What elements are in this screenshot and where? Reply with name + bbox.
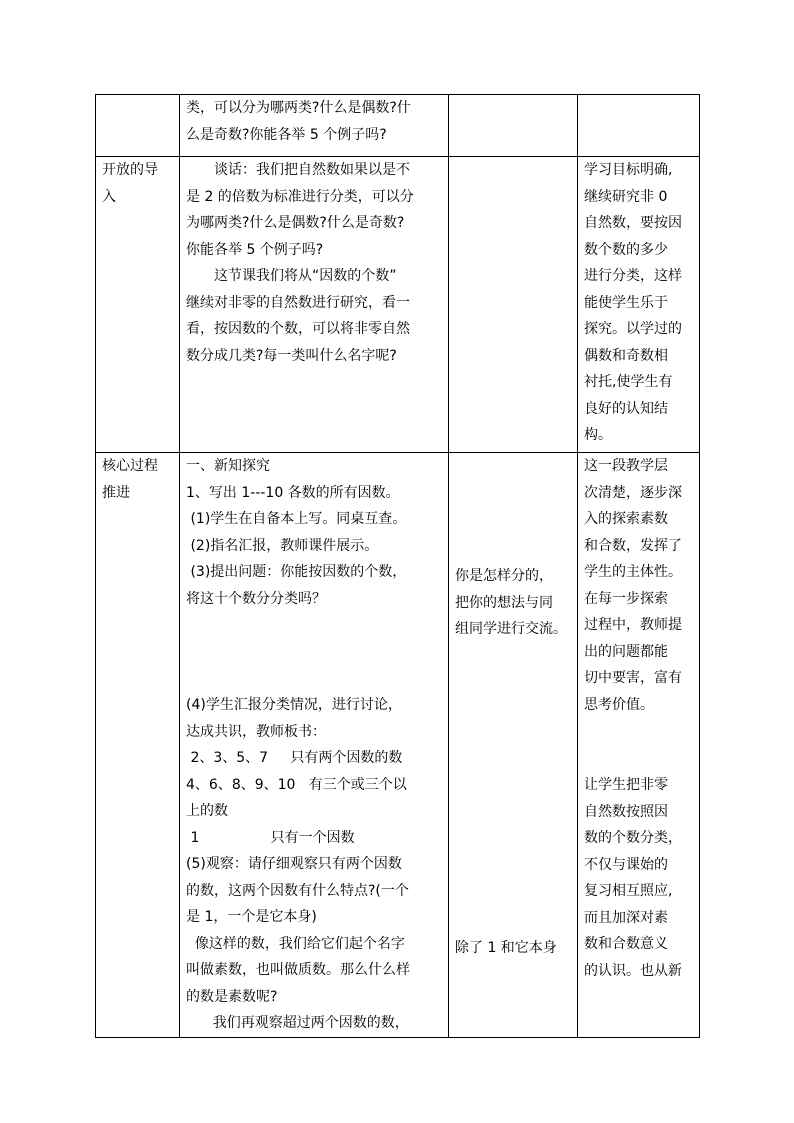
student-activity-cell-intro (449, 157, 578, 453)
text-line: 为哪两类?什么是偶数?什么是奇数? (186, 215, 405, 231)
text-line: 是 2 的倍数为标准进行分类，可以分 (186, 188, 414, 205)
text-line: 衬托,使学生有 (584, 374, 673, 390)
table-row-intro (96, 157, 700, 453)
stage-label: 核心过程 (102, 458, 158, 474)
lesson-plan-table (95, 94, 700, 1038)
text-line: 类，可以分为哪两类?什么是偶数?什 (186, 100, 411, 116)
text-line: 么是奇数?你能各举 5 个例子吗? (186, 126, 387, 143)
text-line: 继续研究非 0 (584, 188, 668, 205)
teacher-activity-cell (180, 95, 449, 157)
text-line: 一、新知探究 (186, 458, 270, 474)
stage-label: 入 (102, 188, 116, 205)
text-line: 的数是素数呢? (186, 988, 278, 1005)
text-line: (1)学生在自备本上写。同桌互查。 (186, 511, 407, 527)
text-line: (3)提出问题：你能按因数的个数， (186, 564, 407, 580)
text-line: 次清楚，逐步深 (584, 484, 682, 501)
stage-cell-intro (96, 157, 180, 453)
text-line: 构。 (584, 427, 612, 443)
text-line: 叫做素数，也叫做质数。那么什么样 (186, 962, 410, 978)
student-activity-cell-empty (449, 95, 578, 157)
text-line: 在每一步探索 (584, 590, 668, 607)
text-line: 不仅与课始的 (584, 856, 668, 873)
text-line: 我们再观察超过两个因数的数， (186, 1015, 409, 1031)
design-intent-cell-core (578, 453, 700, 1038)
text-line: 组同学进行交流。 (455, 621, 567, 637)
text-line: 数的个数分类， (584, 830, 682, 846)
text-line: 数个数的多少 (584, 241, 668, 258)
text-line: 数分成几类?每一类叫什么名字呢? (186, 347, 397, 364)
table-row-continuation (96, 95, 700, 157)
text-line: (2)指名汇报，教师课件展示。 (186, 537, 379, 554)
text-line: 这节课我们将从“因数的个数” (214, 268, 397, 284)
stage-cell-core (96, 453, 180, 1038)
text-line: 学习目标明确, (584, 162, 673, 178)
text-line: 自然数按照因 (584, 803, 668, 820)
text-line: 进行分类，这样 (584, 268, 682, 284)
blank-space (455, 453, 571, 563)
text-line: 像这样的数，我们给它们起个名字 (186, 935, 405, 952)
text-line: 思考价值。 (584, 696, 654, 713)
text-line: 让学生把非零 (584, 777, 668, 793)
stage-label: 开放的导 (102, 162, 158, 178)
teacher-activity-cell-intro (180, 157, 449, 453)
student-activity-cell-core (449, 453, 578, 1038)
text-line: 你是怎样分的， (455, 568, 553, 584)
text-line: 数和合数意义 (584, 936, 668, 952)
text-line: 你能各举 5 个例子吗? (186, 241, 324, 258)
text-line: 除了 1 和它本身 (455, 939, 557, 956)
text-line: (4)学生汇报分类情况，进行讨论， (186, 697, 402, 713)
text-line: 能使学生乐于 (584, 294, 668, 311)
text-line: 良好的认知结 (584, 400, 668, 417)
design-intent-cell-empty (578, 95, 700, 157)
text-line: 学生的主体性。 (584, 564, 682, 580)
teacher-activity-cell-core (180, 453, 449, 1038)
text-line: 复习相互照应, (584, 883, 673, 899)
text-line: 过程中，教师提 (584, 617, 682, 633)
text-line: 将这十个数分分类吗？ (186, 590, 326, 607)
text-line: 把你的想法与同 (455, 594, 553, 611)
design-intent-cell-intro (578, 157, 700, 453)
text-line: 的认识。也从新 (584, 962, 682, 979)
text-line: (5)观察：请仔细观察只有两个因数 (186, 856, 402, 872)
text-line: 1、写出 1---10 各数的所有因数。 (186, 484, 400, 501)
blank-space (455, 643, 571, 935)
stage-cell-empty (96, 95, 180, 157)
text-line: 切中要害，富有 (584, 670, 682, 686)
table-row-core (96, 453, 700, 1038)
text-line: 偶数和奇数相 (584, 347, 668, 364)
text-line: 这一段教学层 (584, 458, 668, 474)
blank-space (584, 718, 693, 772)
text-line: 自然数，要按因 (584, 215, 682, 231)
text-line: 入的探索素数 (584, 511, 668, 527)
text-line: 出的问题都能 (584, 643, 668, 660)
text-line: 是 1，一个是它本身) (186, 909, 317, 925)
text-line: 和合数，发挥了 (584, 537, 682, 554)
text-line: 继续对非零的自然数进行研究，看一 (186, 294, 410, 311)
text-line: 的数，这两个因数有什么特点?(一个 (186, 882, 409, 899)
stage-label: 推进 (102, 484, 130, 501)
blank-space (186, 612, 442, 692)
text-line: 2、3、5、7 只有两个因数的数 (186, 750, 403, 766)
text-line: 谈话：我们把自然数如果以是不 (214, 162, 410, 178)
text-line: 4、6、8、9、10 有三个或三个以 (186, 776, 407, 793)
text-line: 达成共识，教师板书： (186, 723, 326, 740)
text-line: 看，按因数的个数，可以将非零自然 (186, 321, 410, 337)
text-line: 而且加深对素 (584, 909, 668, 926)
text-line: 1 只有一个因数 (186, 829, 355, 846)
text-line: 探究。以学过的 (584, 321, 682, 337)
text-line: 上的数 (186, 803, 228, 819)
